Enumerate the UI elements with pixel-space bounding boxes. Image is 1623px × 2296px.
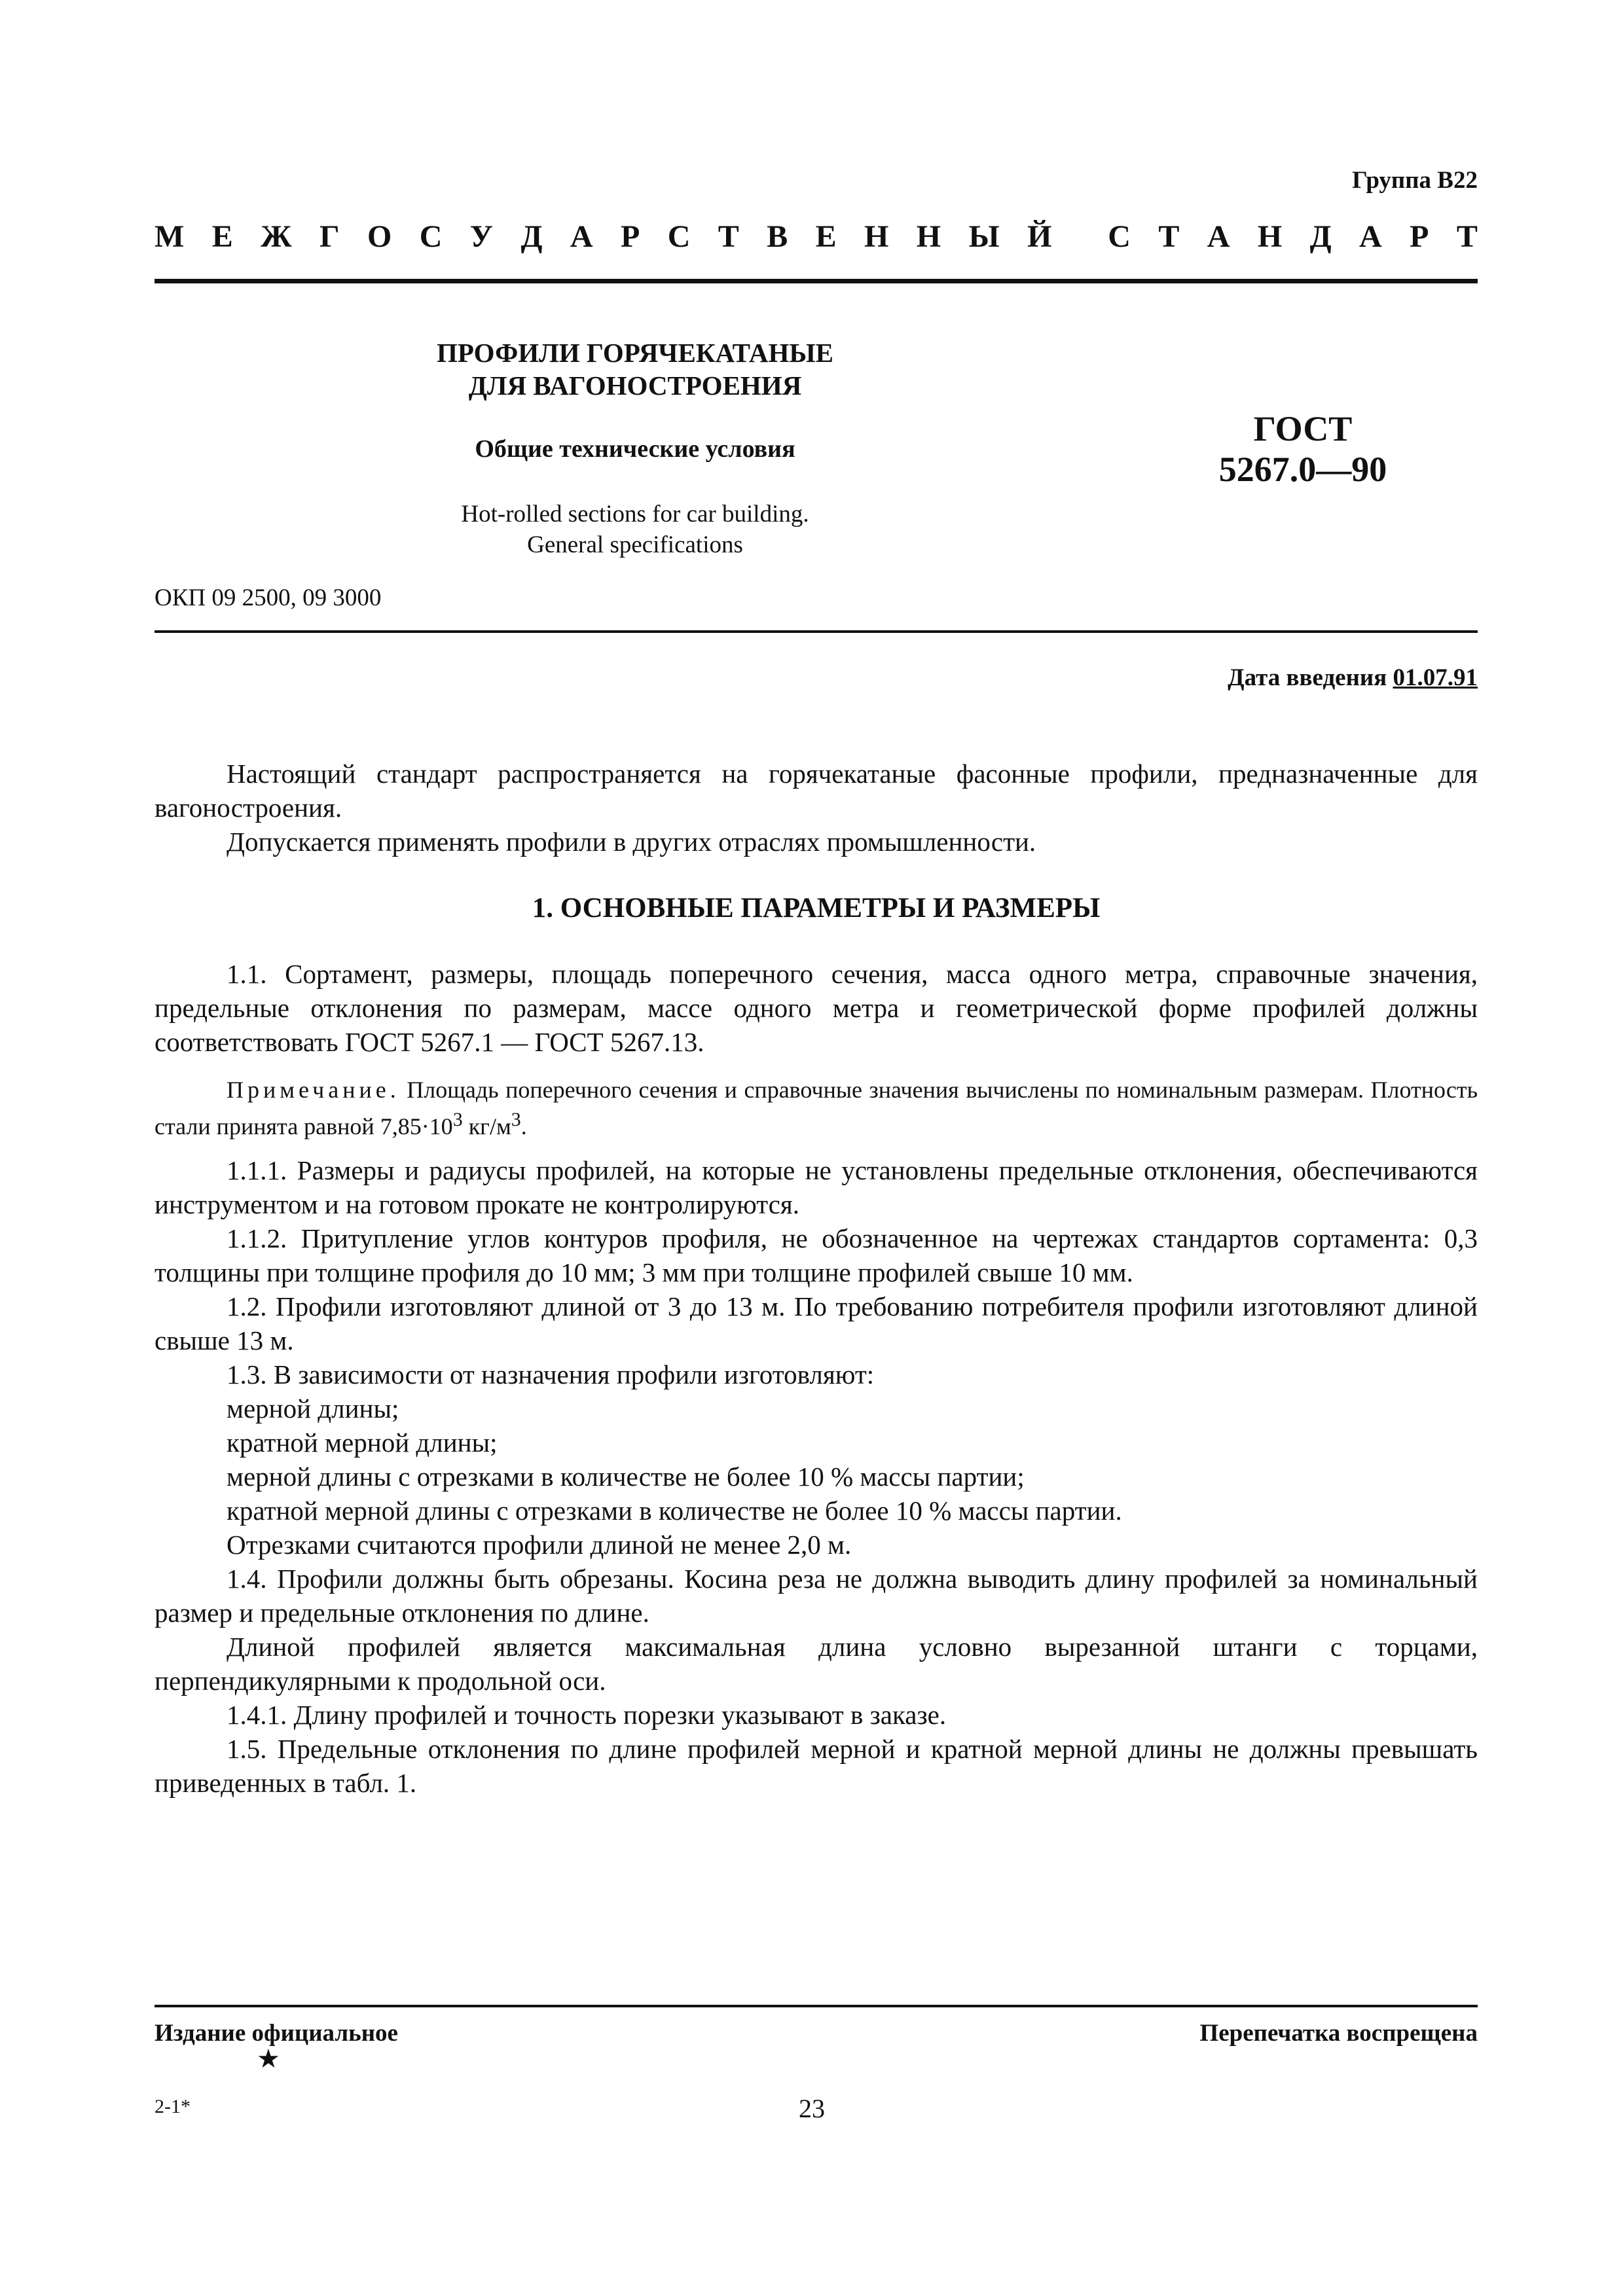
gost-code: 5267.0—90	[1218, 450, 1387, 489]
banner-letter: Н	[1257, 219, 1283, 254]
sheet-mark: 2-1*	[155, 2096, 191, 2117]
banner-letter: А	[570, 219, 593, 254]
note-unit-exponent: 3	[511, 1109, 521, 1130]
gost-label: ГОСТ	[1253, 409, 1353, 448]
group-label: Группа В22	[1352, 167, 1478, 194]
list-item: кратной мерной длины с отрезками в количестве не более 10 % массы партии.	[227, 1496, 1122, 1526]
banner-letter: С	[667, 219, 691, 254]
banner-letter: М	[155, 219, 185, 254]
paragraph-length-definition: Длиной профилей является максимальная длина условно вырезанной штанги с торцами, перпендикулярными к продольной оси.	[155, 1632, 1478, 1696]
gost-number	[1152, 408, 1453, 490]
banner-letter: Н	[864, 219, 889, 254]
paragraph-applicability: Допускается применять профили в других отраслях промышленности.	[227, 827, 1036, 857]
document-title	[340, 336, 930, 402]
intro-date-value: 01.07.91	[1393, 664, 1478, 691]
banner-letter: Д	[520, 219, 543, 254]
standard-banner	[155, 221, 1478, 253]
banner-letter: Р	[620, 219, 640, 254]
intro-date	[1228, 664, 1478, 692]
paragraph-1-2: 1.2. Профили изготовляют длиной от 3 до 13 м. По требованию потребителя профили изготовляют длиной свыше 13 м.	[155, 1291, 1478, 1355]
footer-rule	[155, 2005, 1478, 2007]
banner-letter: Ы	[968, 219, 1000, 254]
page-number: 23	[799, 2094, 825, 2123]
banner-letter: Е	[211, 219, 233, 254]
banner-letter: Ж	[261, 219, 292, 254]
list-item: мерной длины;	[227, 1393, 399, 1424]
reprint-notice: Перепечатка воспрещена	[1199, 2020, 1478, 2047]
okp-code: ОКП 09 2500, 09 3000	[155, 584, 382, 611]
banner-letter: С	[419, 219, 443, 254]
paragraph-1-1-1: 1.1.1. Размеры и радиусы профилей, на которые не установлены предельные отклонения, обеспечиваются инструментом и на готовом прокате не контролируются.	[155, 1155, 1478, 1219]
note-paragraph	[155, 1075, 1478, 1141]
banner-letter: Т	[718, 219, 739, 254]
paragraph-scope: Настоящий стандарт распространяется на горячекатаные фасонные профили, предназначенные для вагоностроения.	[155, 759, 1478, 823]
banner-letter: Е	[815, 219, 837, 254]
note-text: Площадь поперечного сечения и справочные значения вычислены по номинальным размерам. Плотность стали принята равной 7,85·10	[155, 1077, 1478, 1139]
banner-letter: Р	[1410, 219, 1429, 254]
banner-letter: А	[1359, 219, 1382, 254]
note-unit: кг/м	[462, 1113, 511, 1139]
paragraph-1-1: 1.1. Сортамент, размеры, площадь поперечного сечения, масса одного метра, справочные значения, предельные отклонения по размерам, массе одного метра и геометрической форме профилей должны соответствовать ГОСТ 5267.1 — ГОСТ 5267.13.	[155, 959, 1478, 1057]
title-line-2: ДЛЯ ВАГОНОСТРОЕНИЯ	[468, 370, 802, 401]
banner-letter: Н	[916, 219, 941, 254]
banner-letter: У	[469, 219, 494, 254]
intro-date-label: Дата введения	[1228, 664, 1393, 691]
paragraph-1-4-1: 1.4.1. Длину профилей и точность порезки указывают в заказе.	[227, 1700, 947, 1730]
paragraph-1-4: 1.4. Профили должны быть обрезаны. Косина реза не должна выводить длину профилей за номинальный размер и предельные отклонения по длине.	[155, 1564, 1478, 1628]
note-end: .	[520, 1113, 527, 1139]
paragraph-1-5: 1.5. Предельные отклонения по длине профилей мерной и кратной мерной длины не должны превышать приведенных в табл. 1.	[155, 1734, 1478, 1798]
banner-letter: Д	[1309, 219, 1332, 254]
banner-letter: О	[367, 219, 392, 254]
english-title-line-2: General specifications	[527, 531, 743, 558]
note-exponent: 3	[452, 1109, 463, 1130]
title-line-1: ПРОФИЛИ ГОРЯЧЕКАТАНЫЕ	[436, 338, 834, 368]
banner-letter: Г	[319, 219, 340, 254]
banner-letter: Т	[1456, 219, 1478, 254]
banner-letter: С	[1108, 219, 1131, 254]
note-label: Примечание.	[227, 1077, 400, 1103]
english-title	[340, 499, 930, 560]
edition-label: Издание официальное	[155, 2020, 398, 2047]
paragraph-1-3: 1.3. В зависимости от назначения профили изготовляют:	[227, 1359, 875, 1390]
document-subtitle: Общие технические условия	[475, 435, 795, 463]
section-heading: 1. ОСНОВНЫЕ ПАРАМЕТРЫ И РАЗМЕРЫ	[532, 893, 1101, 924]
list-item: мерной длины с отрезками в количестве не более 10 % массы партии;	[227, 1462, 1025, 1492]
banner-letter: Т	[1158, 219, 1180, 254]
english-title-line-1: Hot-rolled sections for car building.	[461, 501, 809, 528]
list-item: кратной мерной длины;	[227, 1427, 498, 1458]
paragraph-1-1-2: 1.1.2. Притупление углов контуров профиля, не обозначенное на чертежах стандартов сортамента: 0,3 толщины при толщине профиля до 10 мм; 3 мм при толщине профилей свыше 10 мм.	[155, 1223, 1478, 1287]
banner-letter: В	[767, 219, 788, 254]
banner-letter: А	[1207, 219, 1230, 254]
header-rule	[155, 279, 1478, 283]
list-item: Отрезками считаются профили длиной не менее 2,0 м.	[227, 1530, 852, 1560]
banner-letter: Й	[1027, 219, 1052, 254]
star-icon: ★	[257, 2044, 280, 2073]
title-rule	[155, 630, 1478, 633]
